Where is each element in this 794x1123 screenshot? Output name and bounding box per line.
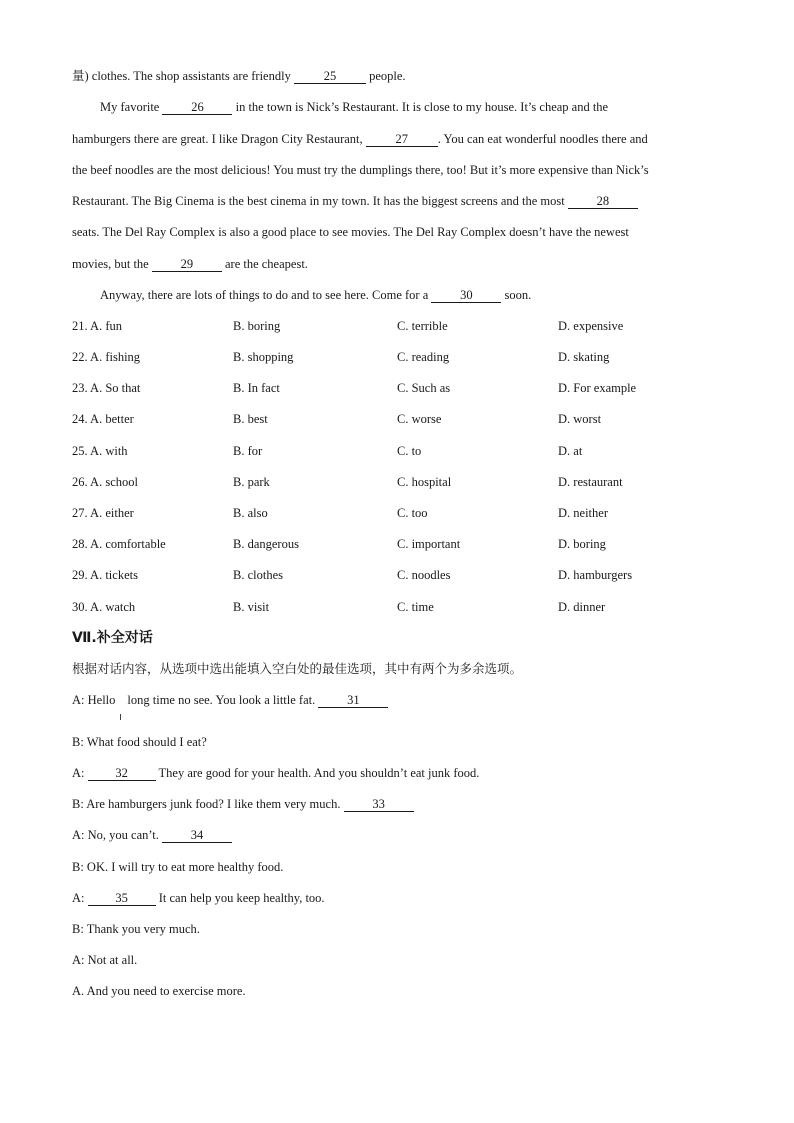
- blank-31: 31: [318, 693, 388, 708]
- passage-line: [72, 193, 734, 209]
- blank-30: 30: [431, 288, 501, 303]
- blank-33: 33: [344, 797, 414, 812]
- dialogue-line: [72, 890, 734, 906]
- option-c: C. time: [397, 600, 434, 614]
- text: A: Hello: [72, 693, 116, 707]
- dialogue-line: B: What food should I eat?: [72, 735, 207, 749]
- option-row-23: [72, 380, 752, 396]
- text: It can help you keep healthy, too.: [155, 891, 325, 905]
- option-row-24: [72, 411, 752, 427]
- option-c: C. worse: [397, 412, 442, 426]
- text: are the cheapest.: [221, 257, 308, 271]
- option-a: 26. A. school: [72, 475, 138, 489]
- option-d: D. hamburgers: [558, 568, 633, 582]
- option-row-30: [72, 599, 752, 615]
- option-d: D. at: [558, 444, 583, 458]
- option-b: B. clothes: [233, 568, 283, 582]
- dialogue-line: [72, 765, 734, 781]
- answer-option-a: A. And you need to exercise more.: [72, 984, 246, 998]
- dialogue-line: [72, 692, 734, 708]
- passage-line: [72, 131, 734, 147]
- option-b: B. In fact: [233, 381, 280, 395]
- option-d: D. neither: [558, 506, 608, 520]
- option-b: B. visit: [233, 600, 270, 614]
- dialogue-line: [72, 827, 734, 843]
- option-b: B. dangerous: [233, 537, 299, 551]
- blank-29: 29: [152, 257, 222, 272]
- option-c: C. Such as: [397, 381, 451, 395]
- option-b: B. park: [233, 475, 270, 489]
- text: A:: [72, 766, 88, 780]
- dialogue-line: A: Not at all.: [72, 953, 138, 967]
- option-d: D. skating: [558, 350, 610, 364]
- option-b: B. shopping: [233, 350, 294, 364]
- text: hamburgers there are great. I like Dragon City Restaurant,: [72, 132, 366, 146]
- option-c: C. to: [397, 444, 422, 458]
- option-c: C. hospital: [397, 475, 452, 489]
- section-instruction: 根据对话内容，从选项中选出能填入空白处的最佳选项，其中有两个为多余选项。: [72, 661, 523, 676]
- option-row-26: [72, 474, 752, 490]
- option-b: B. best: [233, 412, 268, 426]
- option-c: C. important: [397, 537, 461, 551]
- option-row-21: [72, 318, 752, 334]
- option-row-28: [72, 536, 752, 552]
- option-c: C. too: [397, 506, 428, 520]
- blank-26: 26: [162, 100, 232, 115]
- dialogue-line: B: OK. I will try to eat more healthy food.: [72, 860, 284, 874]
- dialogue-line: B: Thank you very much.: [72, 922, 200, 936]
- option-c: C. reading: [397, 350, 450, 364]
- option-d: D. expensive: [558, 319, 624, 333]
- option-b: B. boring: [233, 319, 281, 333]
- option-a: 23. A. So that: [72, 381, 141, 395]
- text: Anyway, there are lots of things to do and to see here. Come for a: [100, 288, 432, 302]
- passage-line: [100, 287, 734, 303]
- option-d: D. For example: [558, 381, 637, 395]
- text: B: Are hamburgers junk food? I like them very much.: [72, 797, 344, 811]
- text: people.: [365, 69, 406, 83]
- blank-34: 34: [162, 828, 232, 843]
- blank-35: 35: [88, 891, 156, 906]
- option-d: D. worst: [558, 412, 602, 426]
- option-a: 27. A. either: [72, 506, 134, 520]
- passage-line: the beef noodles are the most delicious! You must try the dumplings there, too! But it’s more expensive than Nick’s: [72, 163, 649, 177]
- option-d: D. boring: [558, 537, 606, 551]
- text: 量) clothes. The shop assistants are friendly: [72, 69, 294, 83]
- text: They are good for your health. And you shouldn’t eat junk food.: [155, 766, 480, 780]
- option-c: C. terrible: [397, 319, 448, 333]
- text: long time no see. You look a little fat.: [127, 693, 319, 707]
- text: . You can eat wonderful noodles there and: [437, 132, 648, 146]
- option-row-29: [72, 567, 752, 583]
- option-b: B. also: [233, 506, 268, 520]
- text: A:: [72, 891, 88, 905]
- option-row-27: [72, 505, 752, 521]
- option-c: C. noodles: [397, 568, 451, 582]
- blank-32: 32: [88, 766, 156, 781]
- option-row-22: [72, 349, 752, 365]
- passage-line: [72, 256, 734, 272]
- option-d: D. dinner: [558, 600, 606, 614]
- dialogue-line: [72, 796, 734, 812]
- option-row-25: [72, 443, 752, 459]
- option-a: 29. A. tickets: [72, 568, 138, 582]
- option-a: 25. A. with: [72, 444, 128, 458]
- text: movies, but the: [72, 257, 152, 271]
- blank-25: 25: [294, 69, 366, 84]
- text: in the town is Nick’s Restaurant. It is close to my house. It’s cheap and the: [232, 100, 609, 114]
- section-heading: Ⅶ.补全对话: [72, 630, 153, 646]
- blank-28: 28: [568, 194, 638, 209]
- option-a: 28. A. comfortable: [72, 537, 166, 551]
- text: soon.: [501, 288, 532, 302]
- option-a: 30. A. watch: [72, 600, 136, 614]
- passage-line: seats. The Del Ray Complex is also a good place to see movies. The Del Ray Complex doesn’t have the newest: [72, 225, 629, 239]
- option-d: D. restaurant: [558, 475, 623, 489]
- text: Restaurant. The Big Cinema is the best cinema in my town. It has the biggest screens and the most: [72, 194, 568, 208]
- option-a: 22. A. fishing: [72, 350, 141, 364]
- option-a: 21. A. fun: [72, 319, 122, 333]
- blank-27: 27: [366, 132, 438, 147]
- text: A: No, you can’t.: [72, 828, 163, 842]
- text: My favorite: [100, 100, 163, 114]
- option-a: 24. A. better: [72, 412, 134, 426]
- option-b: B. for: [233, 444, 263, 458]
- passage-line: [72, 68, 734, 84]
- passage-line: [100, 99, 734, 115]
